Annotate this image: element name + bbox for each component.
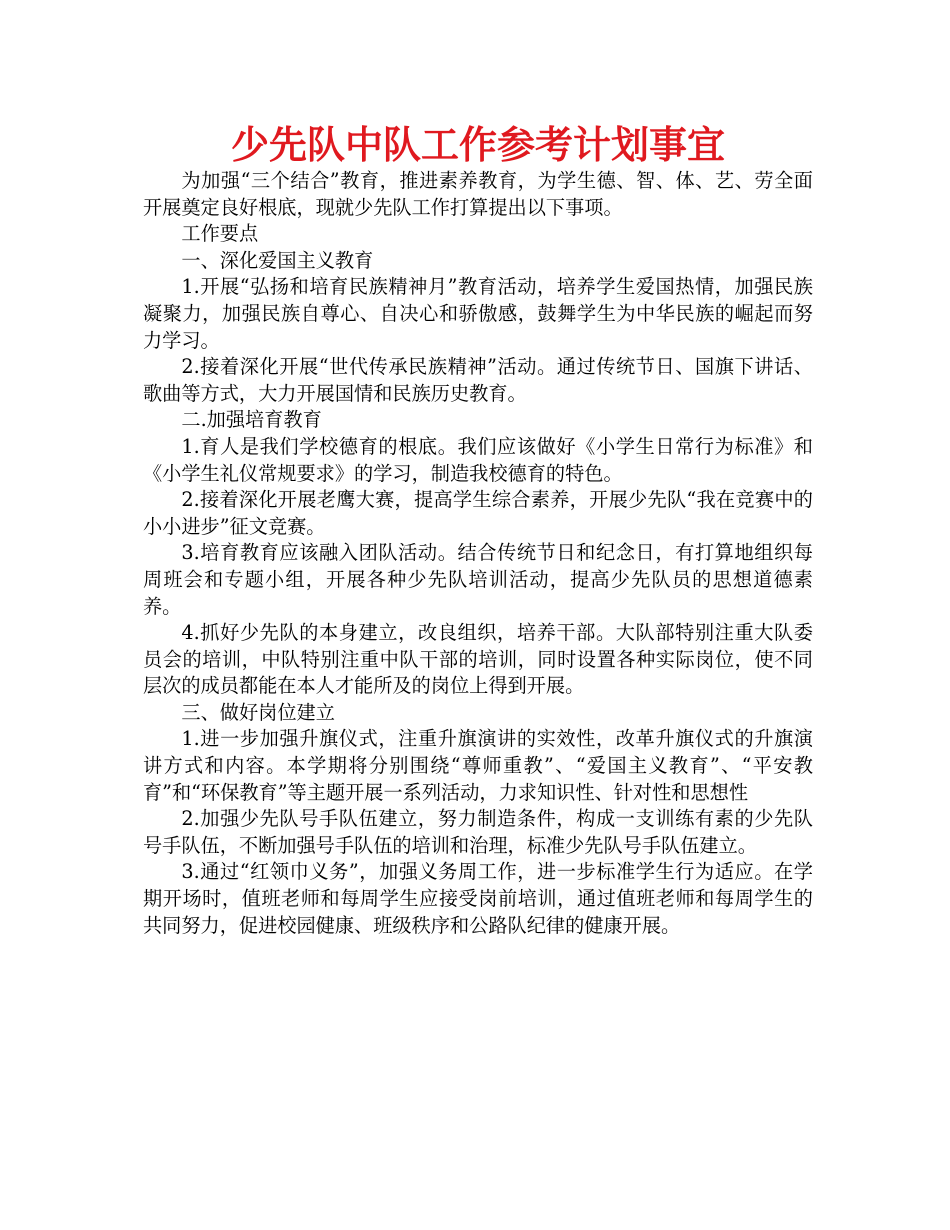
section-heading-2: 二.加强培育教育 [181,408,322,432]
document-title: 少先队中队工作参考计划事宜 [230,123,725,167]
section-2-item-1: 1.育人是我们学校德育的根底。我们应该做好《小学生日常行为标准》和《小学生礼仪常规要求》的学习，制造我校德育的特色。 [143,434,813,485]
section-heading-work-points: 工作要点 [181,222,259,246]
document-page [143,122,813,939]
document-body [143,168,813,939]
section-1-item-2: 2.接着深化开展“世代传承民族精神”活动。通过传统节日、国旗下讲话、歌曲等方式，大力开展国情和民族历史教育。 [143,355,813,405]
section-2-item-2: 2.接着深化开展老鹰大赛，提高学生综合素养，开展少先队“我在竞赛中的小小进步”征文竞赛。 [143,488,813,538]
section-3-item-3: 3.通过“红领巾义务”，加强义务周工作，进一步标准学生行为适应。在学期开场时，值班老师和每周学生应接受岗前培训，通过值班老师和每周学生的共同努力，促进校园健康、班级秩序和公路队纪律的健康开展。 [143,860,813,937]
section-heading-3: 三、做好岗位建立 [181,700,335,724]
section-2-item-3: 3.培育教育应该融入团队活动。结合传统节日和纪念日，有打算地组织每周班会和专题小组，开展各种少先队培训活动，提高少先队员的思想道德素养。 [143,541,813,618]
section-3-item-1: 1.进一步加强升旗仪式，注重升旗演讲的实效性，改革升旗仪式的升旗演讲方式和内容。本学期将分别围绕“尊师重教”、“爱国主义教育”、“平安教育”和“环保教育”等主题开展一系列活动，力求知识性、针对性和思想性 [143,727,813,804]
section-heading-1: 一、深化爱国主义教育 [181,248,374,272]
intro-paragraph: 为加强“三个结合”教育，推进素养教育，为学生德、智、体、艺、劳全面开展奠定良好根底，现就少先队工作打算提出以下事项。 [143,169,813,219]
section-2-item-4: 4.抓好少先队的本身建立，改良组织，培养干部。大队部特别注重大队委员会的培训，中队特别注重中队干部的培训，同时设置各种实际岗位，使不同层次的成员都能在本人才能所及的岗位上得到开展。 [143,621,813,698]
section-3-item-2: 2.加强少先队号手队伍建立，努力制造条件，构成一支训练有素的少先队号手队伍，不断加强号手队伍的培训和治理，标准少先队号手队伍建立。 [143,807,813,857]
section-1-item-1: 1.开展“弘扬和培育民族精神月”教育活动，培养学生爱国热情，加强民族凝聚力，加强民族自尊心、自决心和骄傲感，鼓舞学生为中华民族的崛起而努力学习。 [143,275,813,352]
